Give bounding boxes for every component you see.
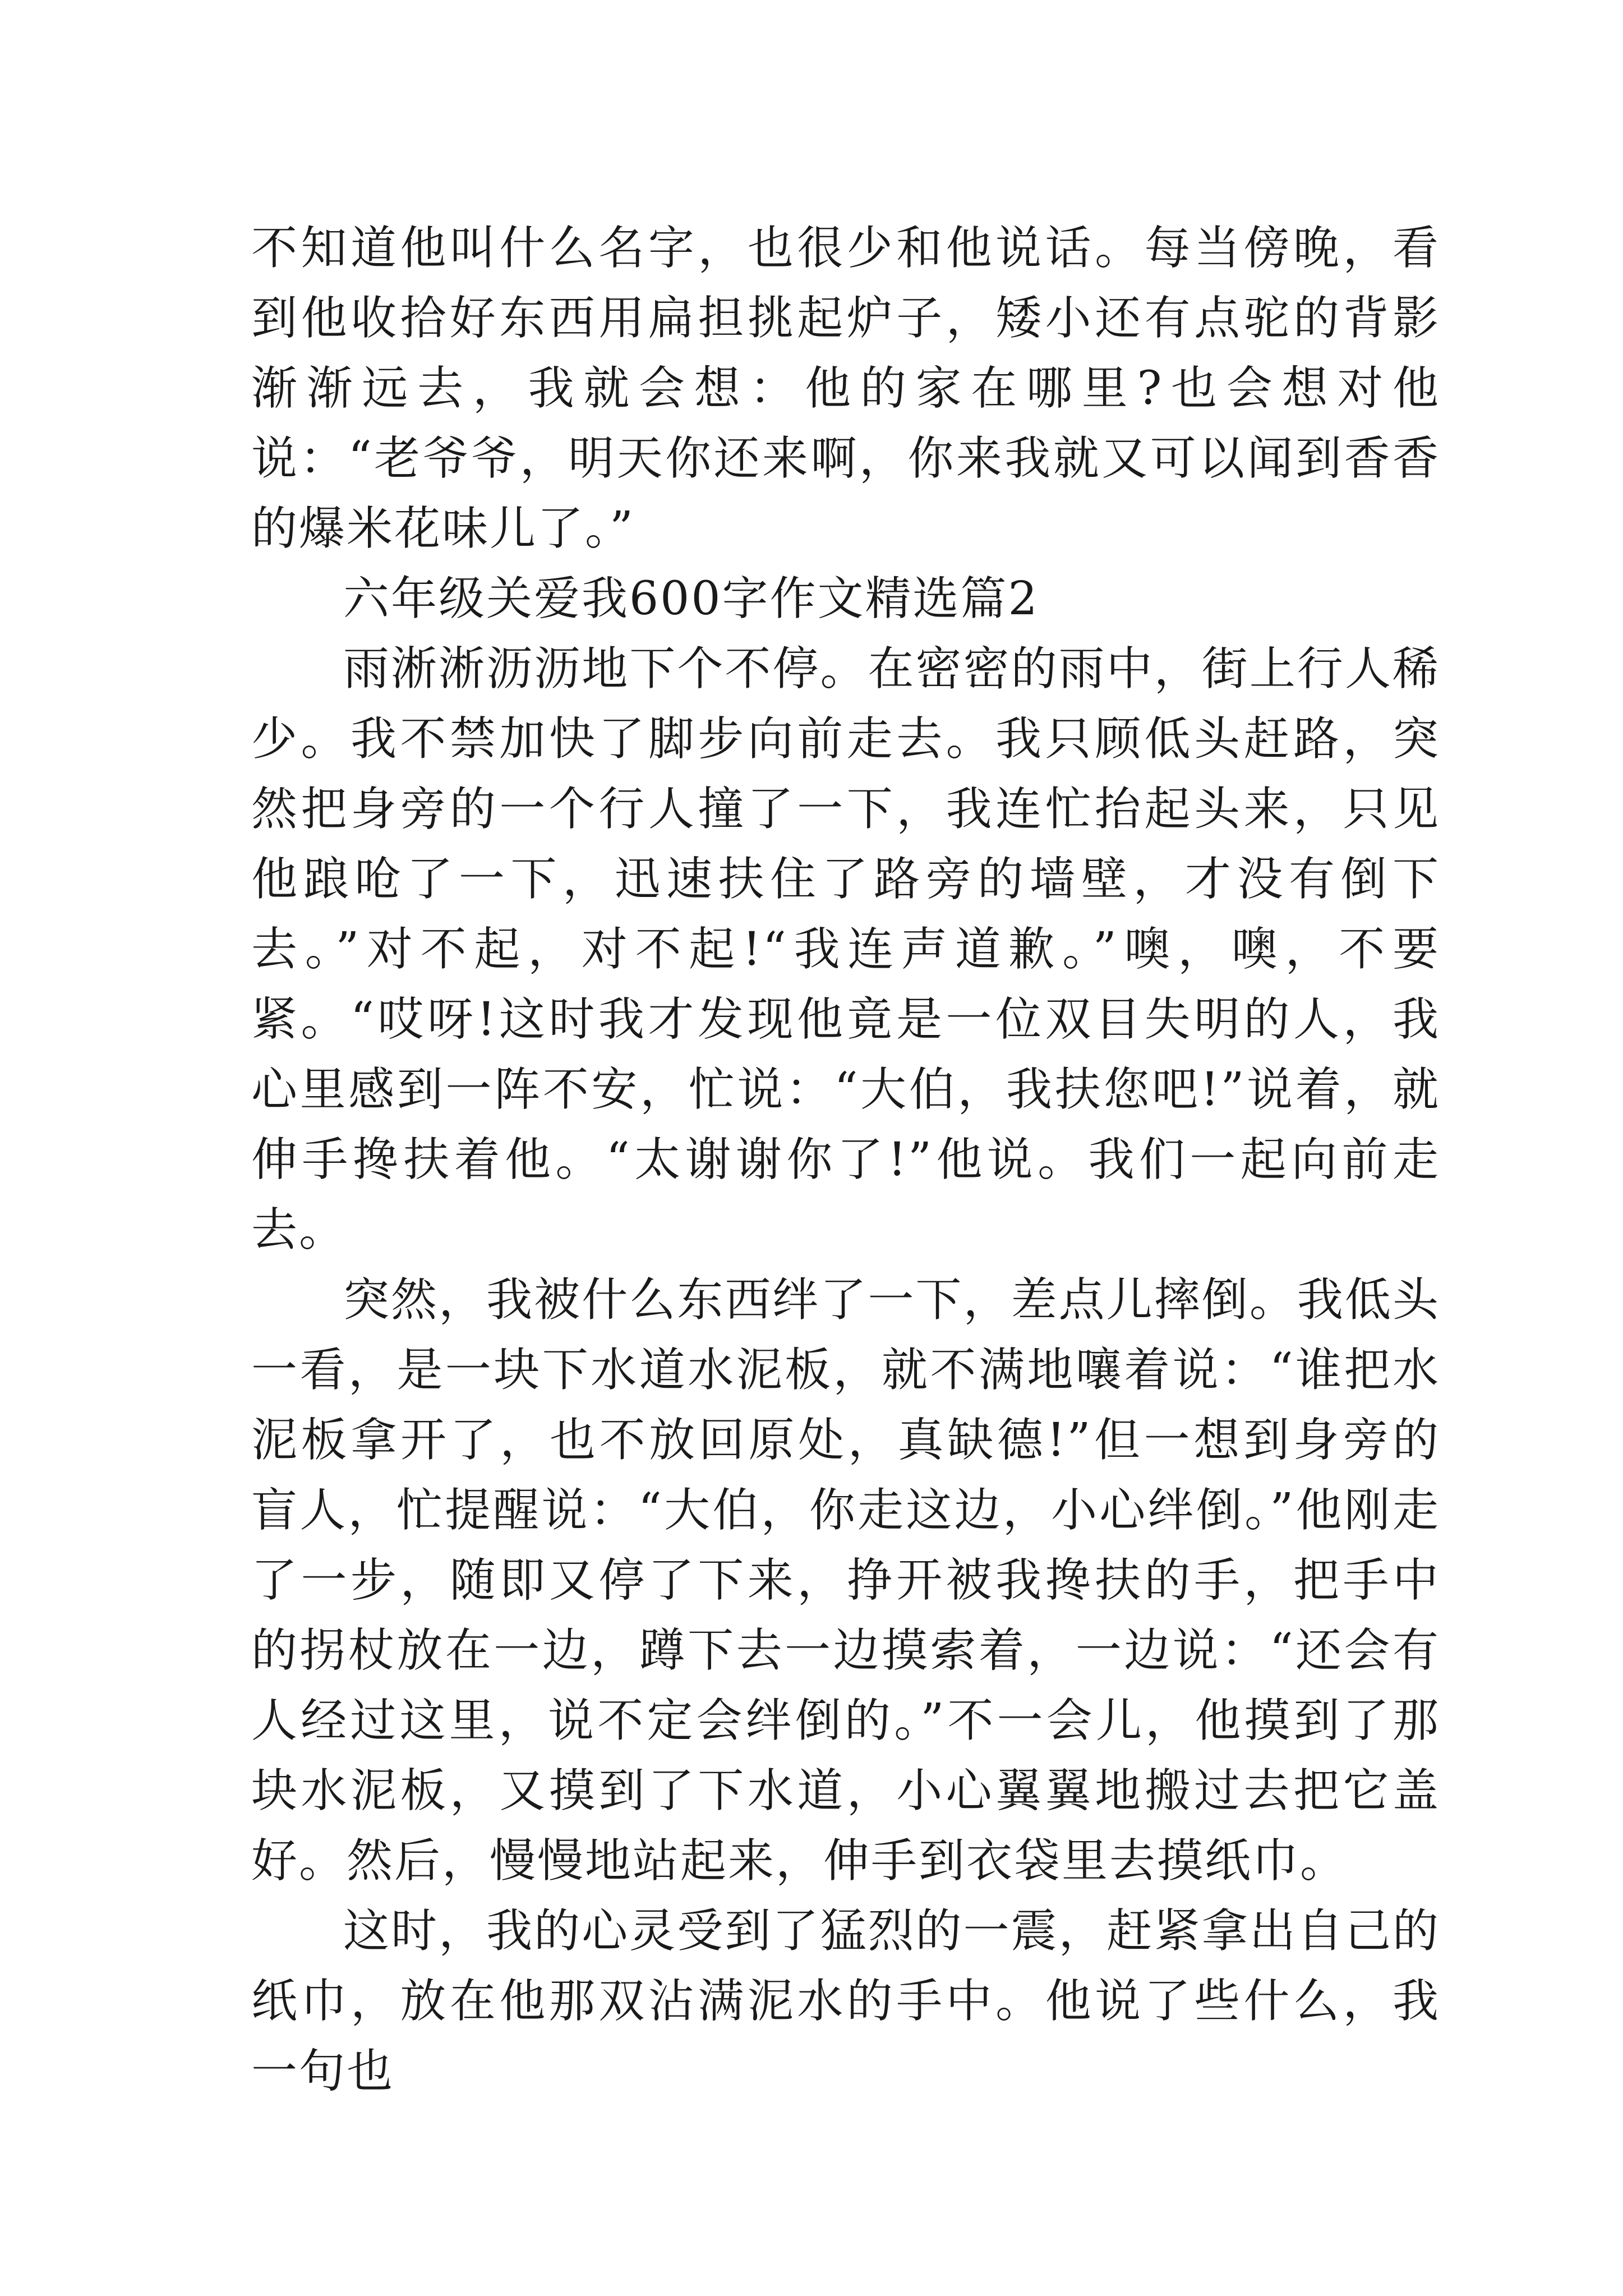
paragraph-moved: 这时，我的心灵受到了猛烈的一震，赶紧拿出自己的纸巾，放在他那双沾满泥水的手中。他说了些什么，我一句也 — [251, 1904, 1440, 2098]
section-heading: 六年级关爱我600字作文精选篇2 — [343, 572, 1039, 625]
paragraph-rain: 雨淅淅沥沥地下个不停。在密密的雨中，街上行人稀少。我不禁加快了脚步向前走去。我只顾低头赶路，突然把身旁的一个行人撞了一下，我连忙抬起头来，只见他踉呛了一下，迅速扶住了路旁的墙壁，才没有倒下去。”对不起，对不起!“我连声道歉。”噢，噢，不要紧。“哎呀!这时我才发现他竟是一位双目失明的人，我心里感到一阵不安，忙说：“大伯，我扶您吧!”说着，就伸手搀扶着他。“太谢谢你了!”他说。我们一起向前走去。 — [251, 642, 1440, 1257]
paragraph-continuation: 不知道他叫什么名字，也很少和他说话。每当傍晚，看到他收拾好东西用扁担挑起炉子，矮小还有点驼的背影渐渐远去，我就会想：他的家在哪里?也会想对他说：“老爷爷，明天你还来啊，你来我就又可以闻到香香的爆米花味儿了。” — [251, 222, 1440, 555]
paragraph-stumble: 突然，我被什么东西绊了一下，差点儿摔倒。我低头一看，是一块下水道水泥板，就不满地嚷着说：“谁把水泥板拿开了，也不放回原处，真缺德!”但一想到身旁的盲人，忙提醒说：“大伯，你走这边，小心绊倒。”他刚走了一步，随即又停了下来，挣开被我搀扶的手，把手中的拐杖放在一边，蹲下去一边摸索着，一边说：“还会有人经过这里，说不定会绊倒的。”不一会儿，他摸到了那块水泥板，又摸到了下水道，小心翼翼地搬过去把它盖好。然后，慢慢地站起来，伸手到衣袋里去摸纸巾。 — [251, 1273, 1440, 1888]
essay-body — [251, 213, 1440, 2106]
